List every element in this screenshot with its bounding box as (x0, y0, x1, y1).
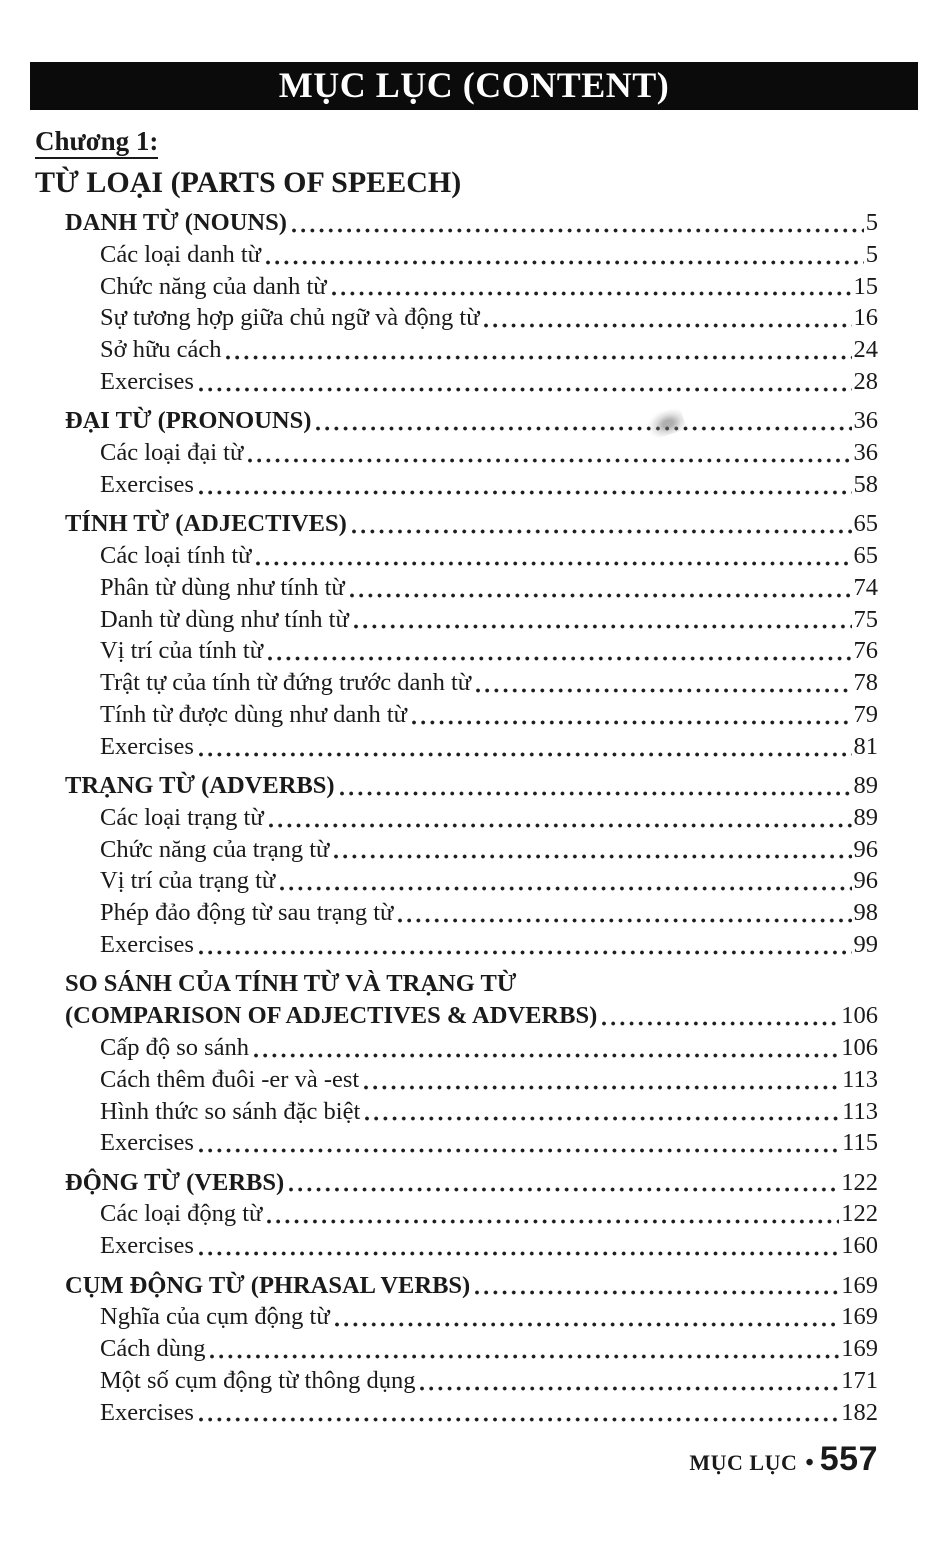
toc-entry-title: Trật tự của tính từ đứng trước danh từ (100, 669, 472, 697)
toc-entry-title: Exercises (100, 470, 194, 498)
page-footer (0, 1440, 878, 1479)
toc-entry-page: 115 (842, 1129, 878, 1157)
toc-entry-title: Phép đảo động từ sau trạng từ (100, 899, 394, 927)
toc-entry-title: Exercises (100, 1129, 194, 1157)
dot-leader (256, 561, 851, 566)
dot-leader (484, 323, 851, 328)
toc-entry (32, 1230, 878, 1262)
toc-entry-page: 58 (853, 470, 878, 498)
toc-entry-page: 65 (853, 541, 878, 569)
toc-entry-page: 113 (842, 1097, 878, 1125)
chapter-label-text: Chương 1: (35, 126, 158, 159)
toc-entry (32, 1365, 878, 1397)
chapter-label (35, 126, 948, 159)
toc-entry (32, 897, 878, 929)
dot-leader (280, 886, 851, 891)
dot-leader (269, 823, 852, 828)
toc-entry-page: 36 (853, 439, 878, 467)
toc-entry-title: Các loại động từ (100, 1200, 263, 1228)
toc-entry (32, 207, 878, 239)
toc-entry (32, 1301, 878, 1333)
toc-entry-title: Chức năng của danh từ (100, 272, 327, 300)
toc-entry (32, 302, 878, 334)
toc-entry-page: 5 (865, 209, 878, 236)
toc-entry-page: 79 (853, 700, 878, 728)
toc-entry-page: 15 (853, 272, 878, 300)
dot-leader (476, 688, 851, 693)
dot-leader (340, 791, 852, 796)
dot-leader (292, 228, 864, 233)
toc-entry-title: Cách thêm đuôi -er và -est (100, 1065, 360, 1093)
dot-leader (199, 1148, 840, 1153)
toc-entry-title: ĐỘNG TỪ (VERBS) (65, 1168, 285, 1196)
toc-entry (32, 1096, 878, 1128)
toc-entry-title: (COMPARISON OF ADJECTIVES & ADVERBS) (65, 1002, 598, 1030)
toc-entry-page: 113 (842, 1065, 878, 1093)
toc-entry-title: Tính từ được dùng như danh từ (100, 700, 407, 728)
scanned-book-page (0, 62, 948, 1562)
toc-entry-title: Các loại trạng từ (100, 803, 264, 831)
toc-entry-title: Exercises (100, 732, 194, 760)
toc-entry (32, 604, 878, 636)
toc-entry-page: 24 (853, 336, 878, 364)
toc-section (0, 207, 948, 1428)
toc-entry-page: 169 (841, 1335, 878, 1363)
dot-leader (199, 1251, 839, 1256)
dot-leader (412, 720, 852, 725)
dot-leader (475, 1290, 839, 1295)
dot-leader (289, 1187, 839, 1192)
dot-leader (354, 624, 852, 629)
toc-entry-title: Các loại tính từ (100, 541, 252, 569)
toc-entry-title: Phân từ dùng như tính từ (100, 573, 345, 601)
toc-entry (32, 865, 878, 897)
toc-entry-title: TRẠNG TỪ (ADVERBS) (65, 772, 335, 800)
toc-entry-page: 89 (853, 803, 878, 831)
page-title: MỤC LỤC (CONTENT) (278, 64, 670, 105)
dot-leader (199, 752, 852, 757)
dot-leader (267, 1219, 839, 1224)
toc-entry (32, 731, 878, 763)
toc-entry-title: Cách dùng (100, 1335, 206, 1363)
toc-entry-page: 169 (841, 1271, 878, 1299)
toc-list (32, 207, 878, 1428)
toc-entry-title: Exercises (100, 1232, 194, 1260)
toc-entry (32, 834, 878, 866)
toc-entry-page: 169 (841, 1303, 878, 1331)
toc-entry-title: TÍNH TỪ (ADJECTIVES) (65, 510, 347, 538)
toc-entry (32, 699, 878, 731)
toc-entry-page: 171 (841, 1366, 878, 1394)
toc-entry-page: 96 (853, 867, 878, 895)
footer-section-label: MỤC LỤC (689, 1450, 798, 1476)
toc-entry-title: Exercises (100, 367, 194, 395)
toc-entry-page: 182 (841, 1398, 878, 1426)
toc-entry-page: 89 (853, 772, 878, 800)
dot-leader (334, 854, 851, 859)
dot-leader (199, 387, 852, 392)
dot-leader (350, 593, 852, 598)
toc-entry-page: 122 (841, 1168, 878, 1196)
toc-entry-title: Các loại đại từ (100, 439, 244, 467)
toc-entry (32, 1064, 878, 1096)
toc-entry-page: 160 (841, 1232, 878, 1260)
dot-leader (268, 656, 852, 661)
toc-entry-page: 28 (853, 367, 878, 395)
content-banner (30, 62, 918, 110)
toc-entry-title: SO SÁNH CỦA TÍNH TỪ VÀ TRẠNG TỪ (65, 970, 517, 998)
dot-leader (335, 1322, 840, 1327)
toc-entry-page: 106 (841, 1033, 878, 1061)
toc-entry (32, 1127, 878, 1159)
toc-entry-title: Sự tương hợp giữa chủ ngữ và động từ (100, 304, 480, 332)
dot-leader (365, 1116, 840, 1121)
dot-leader (398, 918, 851, 923)
dot-leader (332, 291, 852, 296)
toc-entry-page: 81 (853, 732, 878, 760)
dot-leader (199, 950, 852, 955)
toc-entry (32, 1397, 878, 1429)
toc-entry-title: Chức năng của trạng từ (100, 835, 330, 863)
toc-entry-page: 74 (853, 573, 878, 601)
toc-entry-title: Sở hữu cách (100, 336, 222, 364)
toc-entry-page: 75 (853, 605, 878, 633)
toc-entry-title: Cấp độ so sánh (100, 1033, 250, 1061)
dot-leader (210, 1354, 839, 1359)
toc-entry (32, 334, 878, 366)
toc-entry (32, 469, 878, 501)
dot-leader (266, 260, 864, 265)
dot-leader (248, 458, 851, 463)
toc-entry (32, 405, 878, 437)
toc-entry (32, 366, 878, 398)
toc-entry (32, 929, 878, 961)
toc-entry-page: 98 (853, 899, 878, 927)
toc-entry-page: 36 (853, 407, 878, 435)
toc-entry-title: Hình thức so sánh đặc biệt (100, 1097, 361, 1125)
toc-entry (32, 667, 878, 699)
dot-leader (602, 1021, 839, 1026)
toc-entry-title: ĐẠI TỪ (PRONOUNS) (65, 407, 312, 435)
toc-entry (32, 540, 878, 572)
toc-entry-title: CỤM ĐỘNG TỪ (PHRASAL VERBS) (65, 1271, 471, 1299)
toc-entry (32, 1333, 878, 1365)
toc-entry-page: 96 (853, 835, 878, 863)
dot-leader (199, 490, 852, 495)
toc-entry (32, 572, 878, 604)
toc-entry-title: Danh từ dùng như tính từ (100, 605, 349, 633)
toc-entry (32, 437, 878, 469)
toc-entry-page: 5 (865, 240, 878, 268)
toc-entry (32, 1198, 878, 1230)
dot-leader (226, 355, 851, 360)
toc-entry (32, 1000, 878, 1032)
toc-entry-page: 65 (853, 510, 878, 538)
toc-entry-page: 16 (853, 304, 878, 332)
dot-leader (199, 1417, 839, 1422)
toc-entry-page: 78 (853, 669, 878, 697)
toc-entry-title: Nghĩa của cụm động từ (100, 1303, 330, 1331)
toc-entry (32, 239, 878, 271)
toc-entry (32, 1032, 878, 1064)
toc-entry-page: 122 (841, 1200, 878, 1228)
toc-entry-title: Exercises (100, 931, 194, 959)
toc-entry (32, 508, 878, 540)
toc-entry-title: Các loại danh từ (100, 240, 261, 268)
chapter-title: TỪ LOẠI (PARTS OF SPEECH) (35, 166, 462, 199)
footer-bullet: • (805, 1450, 814, 1477)
toc-entry-title: Exercises (100, 1398, 194, 1426)
toc-entry (32, 635, 878, 667)
toc-entry-title: DANH TỪ (NOUNS) (65, 209, 287, 236)
toc-entry-page: 99 (853, 931, 878, 959)
footer-page-number: 557 (819, 1440, 878, 1479)
toc-entry (32, 968, 878, 1000)
toc-entry-page: 106 (841, 1002, 878, 1030)
dot-leader (316, 426, 851, 431)
toc-entry-title: Vị trí của trạng từ (100, 867, 276, 895)
toc-entry (32, 802, 878, 834)
dot-leader (254, 1053, 839, 1058)
toc-entry-page: 76 (853, 637, 878, 665)
dot-leader (352, 529, 852, 534)
toc-entry-title: Một số cụm động từ thông dụng (100, 1366, 416, 1394)
toc-entry-title: Vị trí của tính từ (100, 637, 263, 665)
toc-entry (32, 770, 878, 802)
dot-leader (420, 1386, 839, 1391)
toc-entry (32, 1167, 878, 1199)
dot-leader (364, 1085, 840, 1090)
toc-entry (32, 1270, 878, 1302)
toc-entry (32, 271, 878, 303)
